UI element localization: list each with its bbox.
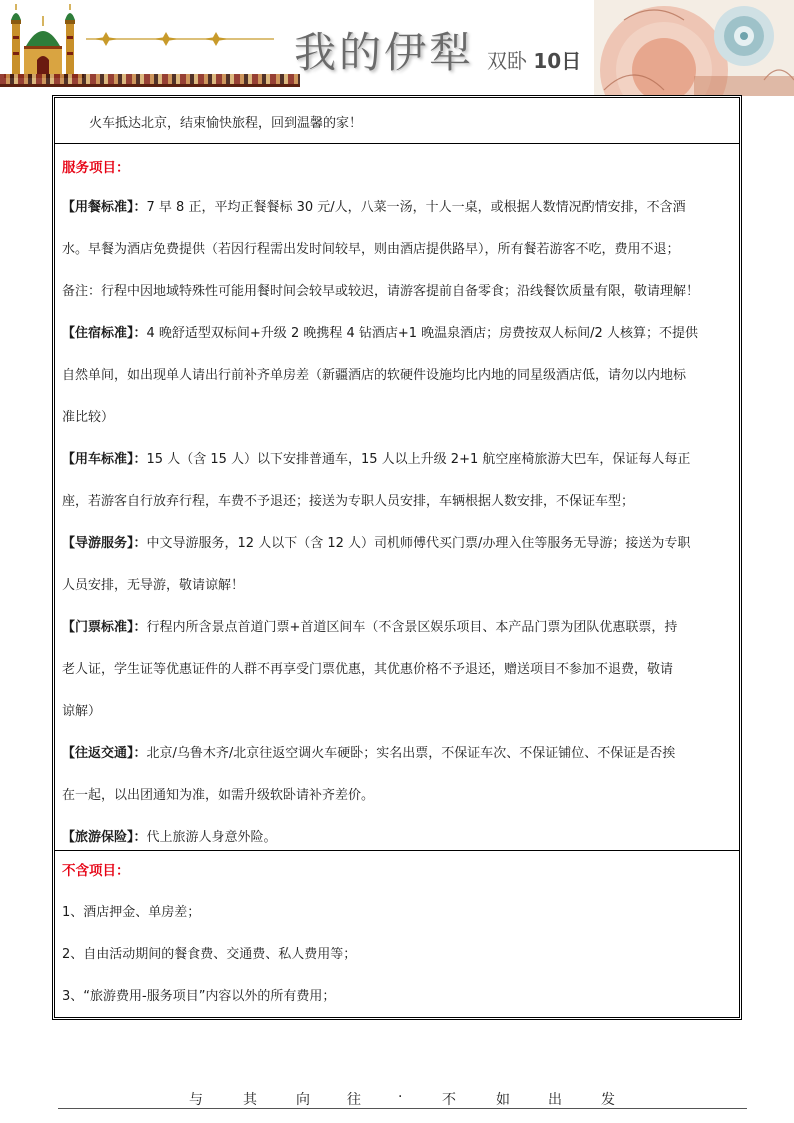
vehicle-line-1: 【用车标准】：15 人（含 15 人）以下安排普通车，15 人以上升级 2+1 航空座椅旅游大巴车，保证每人每正 [62, 452, 691, 467]
page-header [0, 0, 794, 96]
services-section [55, 144, 739, 851]
hotel-line-2: 自然单间，如出现单人请出行前补齐单房差（新疆酒店的软硬件设施均比内地的同星级酒店低，请勿以内地标 [62, 368, 687, 383]
intro-row [55, 98, 739, 144]
excluded-section [55, 851, 739, 1017]
header-banner-strip [0, 74, 300, 84]
insurance-label: 【旅游保险】： [62, 830, 147, 845]
slogan-char: 发 [601, 1092, 615, 1108]
slogan-char: 如 [496, 1092, 510, 1108]
ornament-pattern [594, 0, 794, 96]
excluded-item: 3、“旅游费用-服务项目”内容以外的所有费用； [62, 989, 336, 1004]
itinerary-table [52, 95, 742, 1020]
mosque-icon [4, 2, 84, 78]
header-banner-line [0, 84, 300, 87]
ticket-line-2: 老人证，学生证等优惠证件的人群不再享受门票优惠，其优惠价格不予退还，赠送项目不参加不退费，敬请 [62, 662, 674, 677]
excluded-heading: 不含项目： [62, 863, 130, 879]
subtitle-days: 10日 [533, 49, 582, 73]
slogan-char: 不 [442, 1092, 456, 1108]
insurance-line-1: 【旅游保险】：代上旅游人身意外险。 [62, 830, 277, 845]
slogan-char: 出 [548, 1092, 562, 1108]
vehicle-line-2: 座，若游客自行放弃行程，车费不予退还；接送为专职人员安排，车辆根据人数安排，不保证车型； [62, 494, 635, 509]
slogan-char: 向 [296, 1092, 310, 1108]
slogan-char: 与 [189, 1092, 203, 1108]
ticket-line-1: 【门票标准】：行程内所含景点首道门票+首道区间车（不含景区娱乐项目、本产品门票为团队优惠联票，持 [62, 620, 678, 635]
ticket-line-3: 谅解） [62, 704, 102, 719]
slogan-char: · [398, 1089, 403, 1105]
transport-label: 【往返交通】： [62, 746, 147, 761]
hotel-line-1: 【住宿标准】：4 晚舒适型双标间+升级 2 晚携程 4 钻酒店+1 晚温泉酒店；房费按双人标间/2 人核算；不提供 [62, 326, 698, 341]
meal-line-3: 备注：行程中因地域特殊性可能用餐时间会较早或较迟，请游客提前自备零食；沿线餐饮质量有限，敬请理解！ [62, 284, 700, 299]
hotel-label: 【住宿标准】： [62, 326, 147, 341]
guide-line-2: 人员安排，无导游，敬请谅解！ [62, 578, 245, 593]
meal-line-2: 水。早餐为酒店免费提供（若因行程需出发时间较早，则由酒店提供路早），所有餐若游客不吃，费用不退； [62, 242, 680, 257]
meal-line-1: 【用餐标准】：7 早 8 正，平均正餐餐标 30 元/人，八菜一汤，十人一桌，或根据人数情况酌情安排，不含酒 [62, 200, 686, 215]
transport-line-2: 在一起，以出团通知为准，如需升级软卧请补齐差价。 [62, 788, 375, 803]
guide-label: 【导游服务】： [62, 536, 147, 551]
excluded-item: 1、酒店押金、单房差； [62, 905, 201, 920]
page-title: 我的伊犁 [294, 28, 475, 77]
slogan-char: 其 [243, 1092, 257, 1108]
services-heading: 服务项目： [62, 160, 130, 176]
slogan-char: 往 [347, 1092, 361, 1108]
guide-line-1: 【导游服务】：中文导游服务，12 人以下（含 12 人）司机师傅代买门票/办理入住等服务无导游；接送为专职 [62, 536, 691, 551]
ticket-label: 【门票标准】： [62, 620, 147, 635]
meal-label: 【用餐标准】： [62, 200, 147, 215]
vehicle-label: 【用车标准】： [62, 452, 147, 467]
excluded-item: 2、自由活动期间的餐食费、交通费、私人费用等； [62, 947, 357, 962]
subtitle-text: 双卧 [487, 49, 527, 73]
transport-line-1: 【往返交通】：北京/乌鲁木齐/北京往返空调火车硬卧；实名出票，不保证车次、不保证铺位、不保证是否挨 [62, 746, 676, 761]
page-subtitle [487, 45, 581, 74]
arrow-icon [86, 24, 276, 54]
footer-divider [58, 1108, 747, 1109]
intro-text: 火车抵达北京，结束愉快旅程，回到温馨的家！ [89, 116, 363, 131]
hotel-line-3: 准比较） [62, 410, 115, 425]
